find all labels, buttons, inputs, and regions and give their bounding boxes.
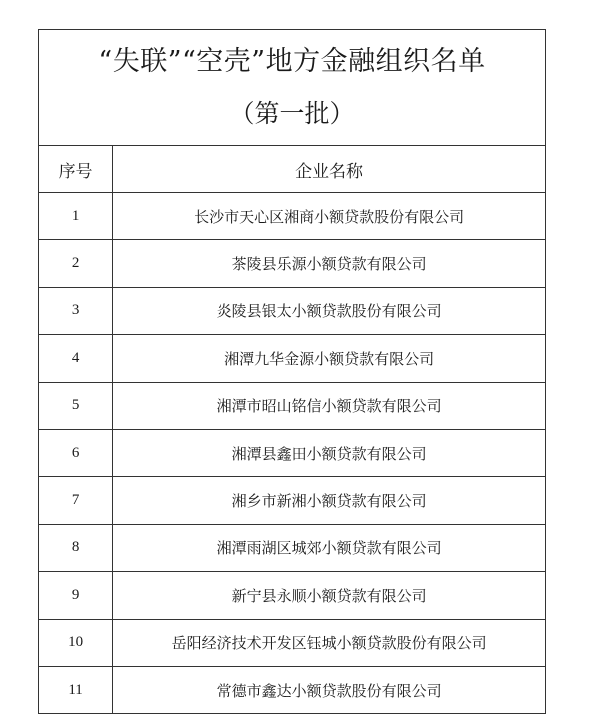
row-company-name: 新宁县永顺小额贷款有限公司 xyxy=(113,572,546,619)
table-row xyxy=(39,193,546,240)
row-company-name: 炎陵县银太小额贷款股份有限公司 xyxy=(113,287,546,334)
document-subtitle: （第一批） xyxy=(229,98,355,128)
title-row xyxy=(39,30,546,146)
row-index: 10 xyxy=(39,619,113,666)
table-row xyxy=(39,287,546,334)
row-company-name: 常德市鑫达小额贷款股份有限公司 xyxy=(113,666,546,713)
row-index: 6 xyxy=(39,429,113,476)
row-company-name: 湘潭雨湖区城郊小额贷款有限公司 xyxy=(113,524,546,571)
row-index: 8 xyxy=(39,524,113,571)
header-row xyxy=(39,146,546,193)
table-row xyxy=(39,335,546,382)
row-index: 5 xyxy=(39,382,113,429)
table-row xyxy=(39,477,546,524)
table-row xyxy=(39,572,546,619)
row-index: 11 xyxy=(39,666,113,713)
title-cell xyxy=(39,30,546,146)
row-company-name: 湘潭县鑫田小额贷款有限公司 xyxy=(113,429,546,476)
row-index: 2 xyxy=(39,240,113,287)
row-company-name: 茶陵县乐源小额贷款有限公司 xyxy=(113,240,546,287)
row-company-name: 湘乡市新湘小额贷款有限公司 xyxy=(113,477,546,524)
column-header-name: 企业名称 xyxy=(113,146,546,193)
company-list-table xyxy=(38,29,546,714)
table-row xyxy=(39,429,546,476)
row-index: 9 xyxy=(39,572,113,619)
row-index: 1 xyxy=(39,193,113,240)
row-company-name: 湘潭九华金源小额贷款有限公司 xyxy=(113,335,546,382)
row-index: 7 xyxy=(39,477,113,524)
table-row xyxy=(39,619,546,666)
column-header-index: 序号 xyxy=(39,146,113,193)
row-index: 3 xyxy=(39,287,113,334)
row-index: 4 xyxy=(39,335,113,382)
row-company-name: 长沙市天心区湘商小额贷款股份有限公司 xyxy=(113,193,546,240)
table-row xyxy=(39,524,546,571)
row-company-name: 岳阳经济技术开发区钰城小额贷款股份有限公司 xyxy=(113,619,546,666)
table-row xyxy=(39,666,546,713)
document-title: “失联”“空壳”地方金融组织名单 xyxy=(98,45,486,77)
table-row xyxy=(39,382,546,429)
row-company-name: 湘潭市昭山铭信小额贷款有限公司 xyxy=(113,382,546,429)
table-row xyxy=(39,240,546,287)
